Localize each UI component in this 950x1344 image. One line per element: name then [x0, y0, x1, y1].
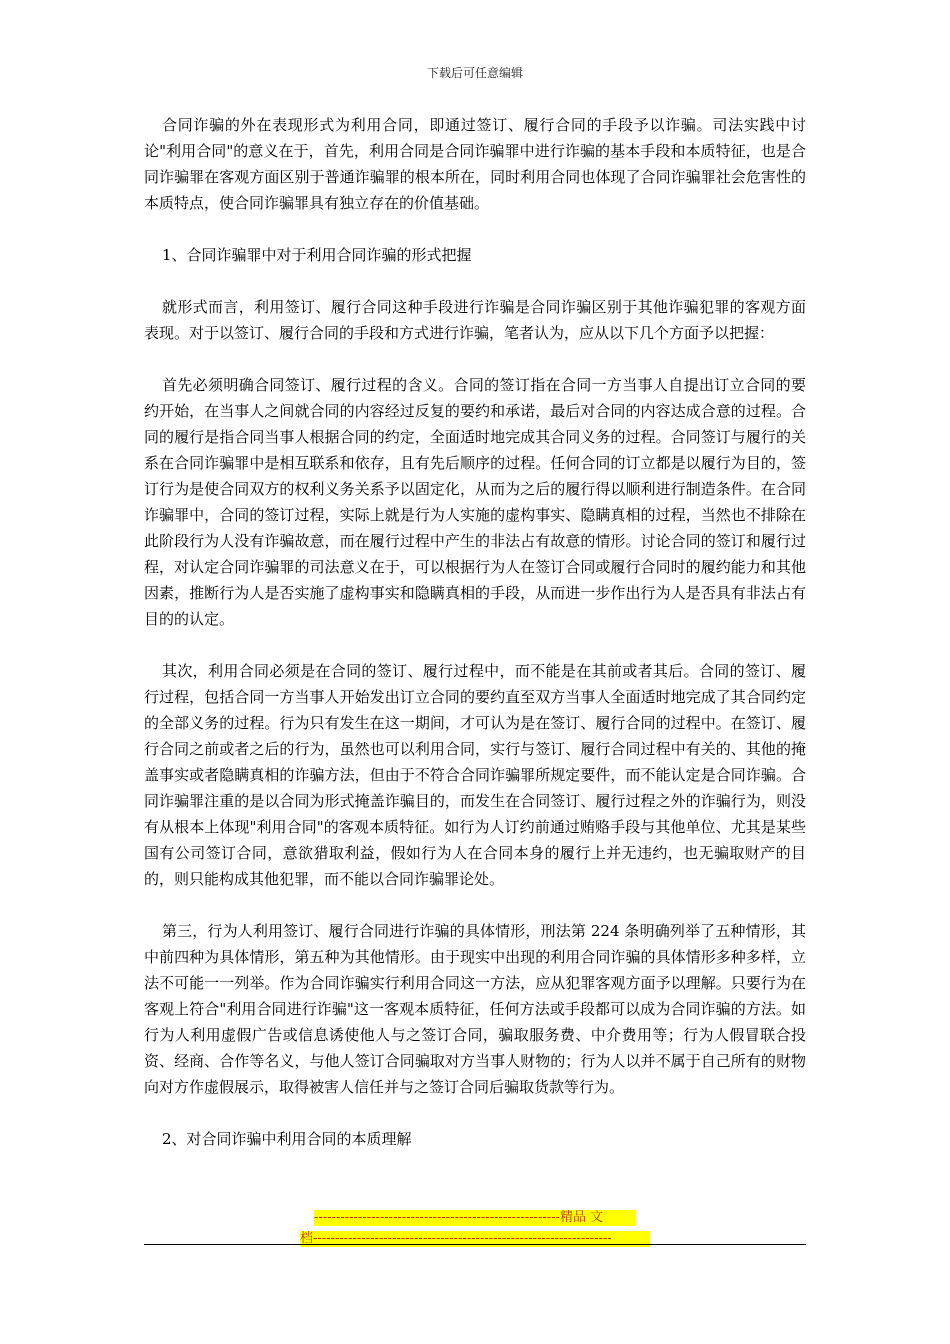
paragraph-form: 就形式而言，利用签订、履行合同这种手段进行诈骗是合同诈骗区别于其他诈骗犯罪的客观方面表现。对于以签订、履行合同的手段和方式进行诈骗，笔者认为，应从以下几个方面予以把握： [144, 298, 806, 342]
paragraph-intro: 合同诈骗的外在表现形式为利用合同，即通过签订、履行合同的手段予以诈骗。司法实践中讨论"利用合同"的意义在于，首先，利用合同是合同诈骗罪中进行诈骗的基本手段和本质特征，也是合同诈骗罪在客观方面区别于普通诈骗罪的根本所在，同时利用合同也体现了合同诈骗罪社会危害性的本质特点，使合同诈骗罪具有独立存在的价值基础。 [144, 116, 806, 212]
footer-banner [300, 1210, 650, 1252]
footer-banner-line-1: --------------------------------------------------------精品 文 [314, 1210, 636, 1226]
paragraph-second: 其次，利用合同必须是在合同的签订、履行过程中，而不能是在其前或者其后。合同的签订、履行过程，包括合同一方当事人开始发出订立合同的要约直至双方当事人全面适时地完成了其合同约定的全部义务的过程。行为只有发生在这一期间，才可认为是在签订、履行合同的过程中。在签订、履行合同之前或者之后的行为，虽然也可以利用合同，实行与签订、履行合同过程中有关的、其他的掩盖事实或者隐瞒真相的诈骗方法，但由于不符合合同诈骗罪所规定要件，而不能认定是合同诈骗。合同诈骗罪注重的是以合同为形式掩盖诈骗目的，而发生在合同签订、履行过程之外的诈骗行为，则没有从根本上体现"利用合同"的客观本质特征。如行为人订约前通过贿赂手段与其他单位、尤其是某些国有公司签订合同，意欲猎取利益，假如行为人在合同本身的履行上并无违约，也无骗取财产的目的，则只能构成其他犯罪，而不能以合同诈骗罪论处。 [144, 662, 806, 888]
footer-banner-line-2: 档-------------------------------------------------------------------- [300, 1231, 650, 1247]
document-body [144, 112, 806, 1178]
paragraph-first: 首先必须明确合同签订、履行过程的含义。合同的签订指在合同一方当事人自提出订立合同的要约开始，在当事人之间就合同的内容经过反复的要约和承诺，最后对合同的内容达成合意的过程。合同的履行是指合同当事人根据合同的约定，全面适时地完成其合同义务的过程。合同签订与履行的关系在合同诈骗罪中是相互联系和依存，且有先后顺序的过程。任何合同的订立都是以履行为目的，签订行为是使合同双方的权利义务关系予以固定化，从而为之后的履行得以顺利进行制造条件。在合同诈骗罪中，合同的签订过程，实际上就是行为人实施的虚构事实、隐瞒真相的过程，当然也不排除在此阶段行为人没有诈骗故意，而在履行过程中产生的非法占有故意的情形。讨论合同的签订和履行过程，对认定合同诈骗罪的司法意义在于，可以根据行为人在签订合同或履行合同时的履约能力和其他因素，推断行为人是否实施了虚构事实和隐瞒真相的手段，从而进一步作出行为人是否具有非法占有目的的认定。 [144, 376, 806, 628]
section-heading-2: 2、对合同诈骗中利用合同的本质理解 [162, 1130, 412, 1148]
paragraph-third: 第三，行为人利用签订、履行合同进行诈骗的具体情形，刑法第 224 条明确列举了五种情形，其中前四种为具体情形，第五种为其他情形。由于现实中出现的利用合同诈骗的具体情形多种多样，立法不可能一一列举。作为合同诈骗实行利用合同这一方法，应从犯罪客观方面予以理解。只要行为在客观上符合"利用合同进行诈骗"这一客观本质特征，任何方法或手段都可以成为合同诈骗的方法。如行为人利用虚假广告或信息诱使他人与之签订合同，骗取服务费、中介费用等；行为人假冒联合投资、经商、合作等名义，与他人签订合同骗取对方当事人财物的；行为人以并不属于自己所有的财物向对方作虚假展示，取得被害人信任并与之签订合同后骗取货款等行为。 [144, 922, 806, 1096]
footer-divider [144, 1244, 806, 1245]
section-heading-1: 1、合同诈骗罪中对于利用合同诈骗的形式把握 [162, 246, 472, 264]
page-header: 下载后可任意编辑 [426, 66, 523, 80]
